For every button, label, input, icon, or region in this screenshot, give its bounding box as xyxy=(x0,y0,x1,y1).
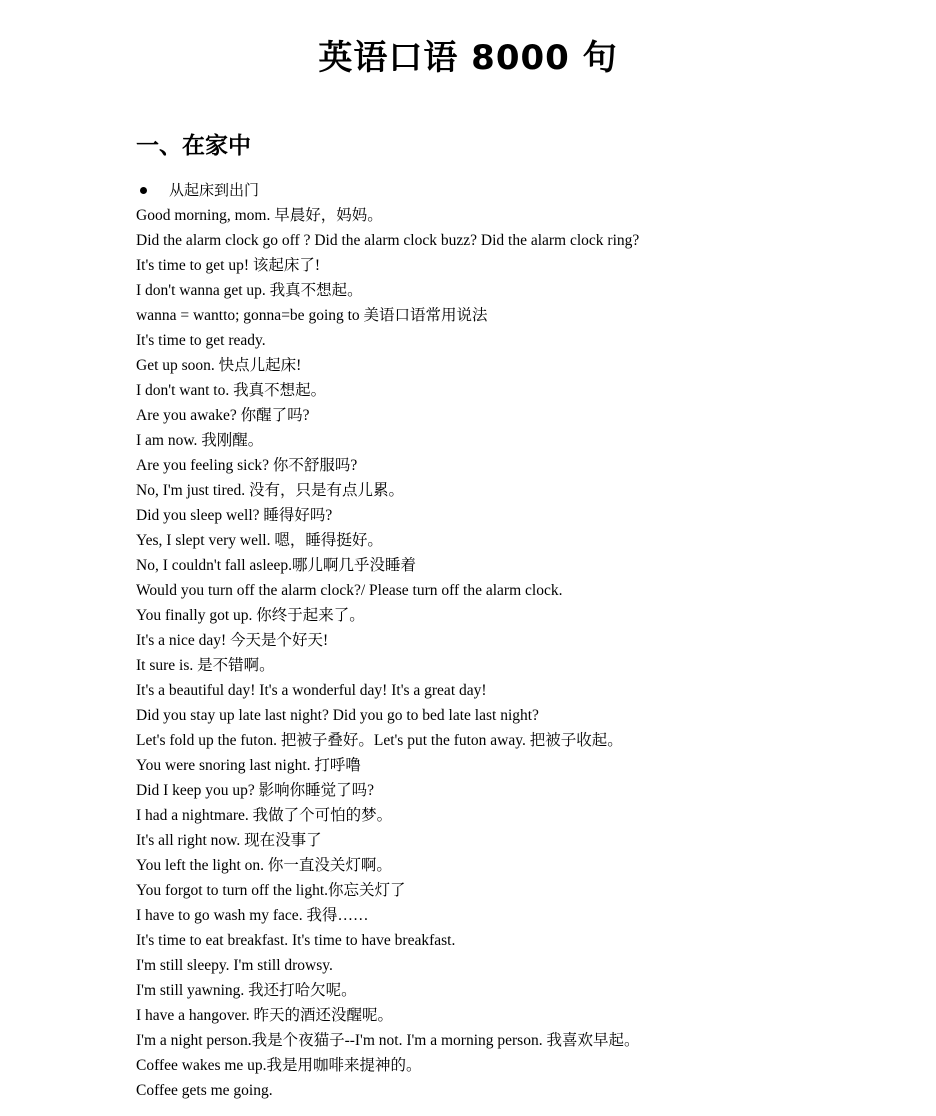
phrase-line: It's time to eat breakfast. It's time to have breakfast. xyxy=(136,932,456,949)
phrase-line: You left the light on. 你一直没关灯啊。 xyxy=(136,857,392,874)
phrase-line: You finally got up. 你终于起来了。 xyxy=(136,607,365,624)
phrase-line: Let's fold up the futon. 把被子叠好。Let's put the futon away. 把被子收起。 xyxy=(136,732,623,749)
phrase-line: Good morning, mom. 早晨好，妈妈。 xyxy=(136,207,383,224)
phrase-line: No, I couldn't fall asleep.哪儿啊几乎没睡着 xyxy=(136,557,417,574)
phrase-line: Did the alarm clock go off ? Did the alarm clock buzz? Did the alarm clock ring? xyxy=(136,232,640,249)
phrase-line: Would you turn off the alarm clock?/ Please turn off the alarm clock. xyxy=(136,582,563,599)
phrase-line: It's time to get up! 该起床了! xyxy=(136,257,321,274)
phrase-list xyxy=(136,203,916,1103)
bullet-icon xyxy=(140,187,147,194)
subsection-label: 从起床到出门 xyxy=(169,181,260,199)
phrase-line: No, I'm just tired. 没有，只是有点儿累。 xyxy=(136,482,405,499)
phrase-line: It sure is. 是不错啊。 xyxy=(136,657,275,674)
phrase-line: I had a nightmare. 我做了个可怕的梦。 xyxy=(136,807,393,824)
document-title: 英语口语 8000 句 xyxy=(318,38,618,78)
phrase-line: Coffee wakes me up.我是用咖啡来提神的。 xyxy=(136,1057,422,1074)
phrase-line: Yes, I slept very well. 嗯，睡得挺好。 xyxy=(136,532,383,549)
phrase-line: Are you feeling sick? 你不舒服吗? xyxy=(136,457,358,474)
phrase-line: Coffee gets me going. xyxy=(136,1082,273,1099)
phrase-line: I don't wanna get up. 我真不想起。 xyxy=(136,282,363,299)
phrase-line: It's a nice day! 今天是个好天! xyxy=(136,632,329,649)
phrase-line: I have a hangover. 昨天的酒还没醒呢。 xyxy=(136,1007,393,1024)
phrase-line: I am now. 我刚醒。 xyxy=(136,432,264,449)
phrase-line: I have to go wash my face. 我得…… xyxy=(136,907,369,924)
subsection-heading xyxy=(136,178,259,202)
phrase-line: Did you stay up late last night? Did you go to bed late last night? xyxy=(136,707,539,724)
phrase-line: I'm still yawning. 我还打哈欠呢。 xyxy=(136,982,357,999)
phrase-line: It's time to get ready. xyxy=(136,332,266,349)
phrase-line: It's a beautiful day! It's a wonderful day! It's a great day! xyxy=(136,682,487,699)
phrase-line: Did you sleep well? 睡得好吗? xyxy=(136,507,333,524)
phrase-line: I'm a night person.我是个夜猫子--I'm not. I'm a morning person. 我喜欢早起。 xyxy=(136,1032,640,1049)
phrase-line: I don't want to. 我真不想起。 xyxy=(136,382,327,399)
phrase-line: Get up soon. 快点儿起床! xyxy=(136,357,302,374)
phrase-line: Did I keep you up? 影响你睡觉了吗? xyxy=(136,782,375,799)
section-heading: 一、在家中 xyxy=(136,133,251,159)
phrase-line: I'm still sleepy. I'm still drowsy. xyxy=(136,957,333,974)
phrase-line: Are you awake? 你醒了吗? xyxy=(136,407,310,424)
phrase-line: You forgot to turn off the light.你忘关灯了 xyxy=(136,882,406,899)
phrase-line: It's all right now. 现在没事了 xyxy=(136,832,322,849)
phrase-line: You were snoring last night. 打呼噜 xyxy=(136,757,361,774)
phrase-line: wanna = wantto; gonna=be going to 美语口语常用说法 xyxy=(136,307,488,324)
